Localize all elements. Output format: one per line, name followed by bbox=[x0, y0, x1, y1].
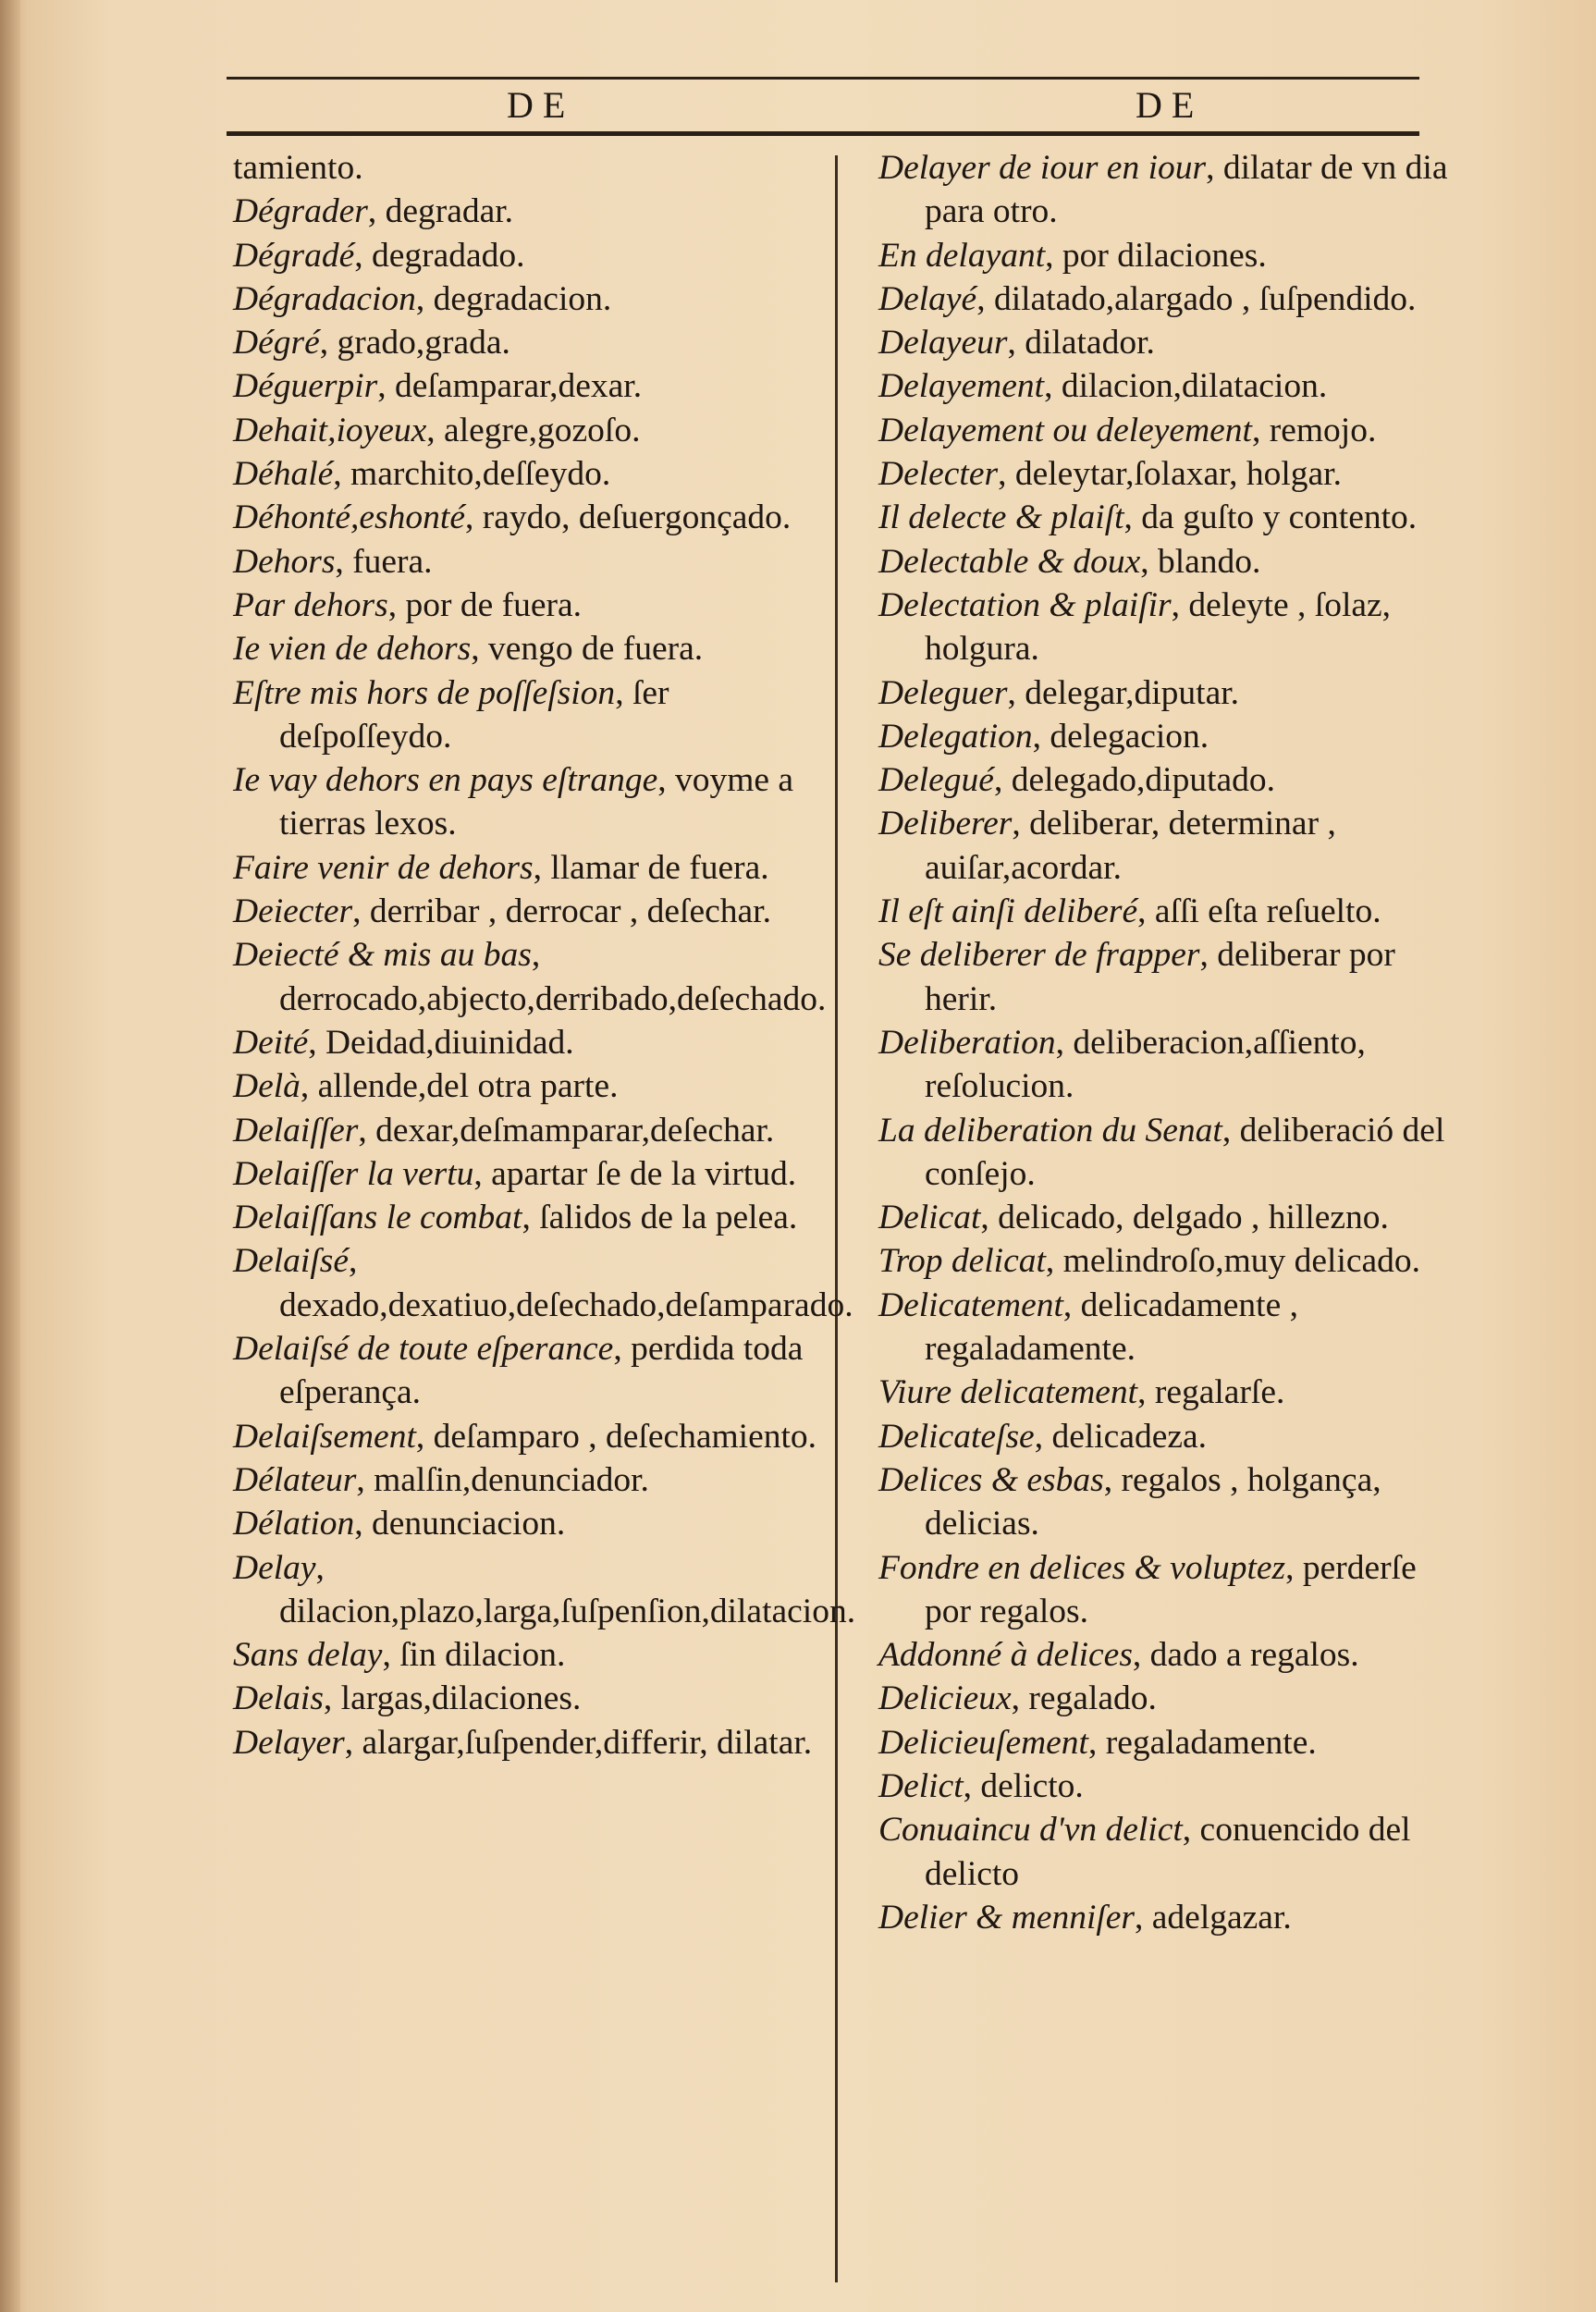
entry-gloss: , deſamparo , deſechamiento. bbox=[415, 1417, 817, 1456]
dictionary-entry bbox=[233, 1677, 825, 1720]
entry-headword: Sans delay bbox=[233, 1636, 383, 1675]
entry-headword: Delecter bbox=[878, 455, 999, 494]
entry-gloss: , alargar,ſuſpender,differir, dilatar. bbox=[344, 1723, 813, 1762]
entry-gloss: , voyme a tierras lexos. bbox=[279, 761, 794, 843]
entry-gloss: , delicado, delgado , hillezno. bbox=[980, 1199, 1389, 1237]
entry-gloss: , ſin dilacion. bbox=[382, 1636, 566, 1675]
dictionary-entry bbox=[233, 1109, 825, 1152]
dictionary-entry bbox=[233, 627, 825, 670]
entry-gloss: , dilacion,plazo,larga,ſuſpenſion,dilatacion. bbox=[279, 1548, 856, 1630]
entry-gloss: , perdida toda eſperança. bbox=[279, 1330, 804, 1412]
entry-headword: Delayement bbox=[878, 367, 1045, 406]
entry-gloss: , dilatar de vn dia para otro. bbox=[925, 149, 1448, 231]
dictionary-entry bbox=[233, 409, 825, 452]
entry-gloss: , llamar de fuera. bbox=[533, 848, 769, 887]
entry-gloss: , degradado. bbox=[354, 236, 525, 275]
entry-gloss: , fuera. bbox=[335, 542, 433, 581]
entry-headword: Delay bbox=[233, 1548, 316, 1587]
dictionary-entry bbox=[233, 146, 825, 190]
entry-headword: Il eſt ainſi deliberé bbox=[878, 892, 1138, 931]
entry-headword: Délateur bbox=[233, 1460, 357, 1499]
entry-headword: Delectation & plaiſir bbox=[878, 585, 1172, 624]
entry-gloss: , deliberar, determinar , auiſar,acordar. bbox=[925, 805, 1336, 887]
entry-headword: Delegation bbox=[878, 717, 1033, 756]
entry-headword: Déhalé bbox=[233, 455, 334, 494]
entry-gloss: , regalado. bbox=[1011, 1679, 1157, 1718]
dictionary-entry bbox=[878, 1677, 1466, 1720]
dictionary-entry bbox=[878, 1765, 1466, 1808]
entry-gloss: , dilatador. bbox=[1007, 324, 1155, 363]
dictionary-entry bbox=[878, 1808, 1466, 1896]
dictionary-entry bbox=[233, 496, 825, 539]
entry-headword: Delaiſsé de toute eſperance bbox=[233, 1330, 614, 1369]
dictionary-entry bbox=[233, 671, 825, 759]
entry-gloss: , perderſe por regalos. bbox=[925, 1548, 1417, 1630]
entry-gloss: , adelgazar. bbox=[1135, 1898, 1292, 1937]
dictionary-entry bbox=[878, 802, 1466, 890]
dictionary-entry bbox=[878, 1633, 1466, 1677]
entry-gloss: , degradacion. bbox=[415, 279, 612, 318]
entry-gloss: , deleytar,ſolaxar, holgar. bbox=[998, 455, 1342, 494]
entry-gloss: , allende,del otra parte. bbox=[300, 1067, 619, 1106]
entry-headword: Eſtre mis hors de poſſeſsion bbox=[233, 673, 616, 712]
dictionary-entry bbox=[233, 452, 825, 496]
dictionary-entry bbox=[878, 496, 1466, 539]
entry-gloss: , regaladamente. bbox=[1087, 1723, 1317, 1762]
entry-headword: La deliberation du Senat bbox=[878, 1111, 1222, 1150]
entry-gloss: , remojo. bbox=[1251, 411, 1377, 449]
entry-gloss: , grado,grada. bbox=[319, 324, 510, 363]
dictionary-entry bbox=[878, 933, 1466, 1021]
entry-gloss: , aſſi eſta reſuelto. bbox=[1137, 892, 1381, 931]
entry-gloss: , delegacion. bbox=[1032, 717, 1209, 756]
dictionary-entry bbox=[878, 1458, 1466, 1546]
dictionary-entry bbox=[233, 321, 825, 364]
entry-headword: Delicateſse bbox=[878, 1417, 1035, 1456]
entry-headword: Delaiſſer bbox=[233, 1111, 359, 1150]
dictionary-entry bbox=[233, 933, 825, 1021]
entry-headword: Faire venir de dehors bbox=[233, 848, 534, 887]
entry-gloss: , delicadeza. bbox=[1034, 1417, 1208, 1456]
dictionary-entry bbox=[233, 1415, 825, 1458]
dictionary-entry bbox=[878, 321, 1466, 364]
entry-headword: Dégradé bbox=[233, 236, 355, 275]
entry-gloss: , dilacion,dilatacion. bbox=[1044, 367, 1328, 406]
entry-gloss: , por de fuera. bbox=[387, 585, 582, 624]
entry-gloss: , derrocado,abjecto,derribado,deſechado. bbox=[279, 936, 827, 1018]
dictionary-entry bbox=[878, 277, 1466, 321]
entry-headword: Addonné à delices bbox=[878, 1636, 1133, 1675]
dictionary-entry bbox=[233, 364, 825, 408]
entry-gloss: , delegado,diputado. bbox=[993, 761, 1276, 800]
header-rule-bottom bbox=[227, 131, 1419, 136]
entry-headword: Delices & esbas bbox=[878, 1460, 1104, 1499]
dictionary-entry bbox=[878, 715, 1466, 758]
entry-gloss: , conuencido del delicto bbox=[925, 1811, 1411, 1893]
entry-gloss: , deliberar por herir. bbox=[925, 936, 1395, 1018]
dictionary-entry bbox=[233, 1152, 825, 1196]
entry-gloss: , deliberació del conſejo. bbox=[925, 1111, 1445, 1193]
dictionary-entry bbox=[233, 1327, 825, 1415]
entry-headword: Delicatement bbox=[878, 1285, 1063, 1324]
entry-gloss: , blando. bbox=[1140, 542, 1261, 581]
entry-gloss: , ſer deſpoſſeydo. bbox=[279, 673, 669, 756]
entry-gloss: , deliberacion,aſſiento, reſolucion. bbox=[925, 1023, 1366, 1106]
dictionary-entry bbox=[233, 1458, 825, 1502]
dictionary-entry bbox=[878, 364, 1466, 408]
dictionary-entry bbox=[878, 1721, 1466, 1765]
entry-headword: Delayement ou deleyement bbox=[878, 411, 1252, 449]
entry-gloss: , apartar ſe de la virtud. bbox=[473, 1154, 797, 1193]
entry-headword: Delaiſsement bbox=[233, 1417, 416, 1456]
running-header-left: DE bbox=[507, 84, 575, 126]
entry-headword: Delà bbox=[233, 1067, 301, 1106]
entry-headword: Delegué bbox=[878, 761, 994, 800]
dictionary-entry bbox=[878, 671, 1466, 715]
entry-headword: Ie vien de dehors bbox=[233, 630, 472, 669]
entry-headword: Delayeur bbox=[878, 324, 1008, 363]
entry-gloss: , regalos , holgança, delicias. bbox=[925, 1460, 1381, 1543]
entry-headword: Delaiſſer la vertu bbox=[233, 1154, 474, 1193]
dictionary-entry bbox=[878, 146, 1466, 234]
dictionary-entry bbox=[233, 1721, 825, 1765]
entry-headword: Délation bbox=[233, 1505, 355, 1543]
dictionary-entry bbox=[233, 277, 825, 321]
entry-headword: Delict bbox=[878, 1766, 964, 1805]
dictionary-entry bbox=[878, 452, 1466, 496]
dictionary-entry bbox=[233, 1502, 825, 1545]
dictionary-entry bbox=[233, 1196, 825, 1239]
entry-gloss: , denunciacion. bbox=[354, 1505, 566, 1543]
entry-headword: Fondre en delices & voluptez bbox=[878, 1548, 1286, 1587]
entry-headword: Ie vay dehors en pays eſtrange bbox=[233, 761, 658, 800]
dictionary-entry bbox=[233, 1546, 856, 1634]
entry-headword: Deité bbox=[233, 1023, 309, 1062]
header-rule-top bbox=[227, 77, 1419, 80]
entry-headword: Viure delicatement bbox=[878, 1373, 1138, 1412]
entry-gloss: , delicto. bbox=[963, 1766, 1084, 1805]
entry-headword: En delayant bbox=[878, 236, 1046, 275]
entry-headword: Dégré bbox=[233, 324, 320, 363]
entry-gloss: , dado a regalos. bbox=[1132, 1636, 1359, 1675]
dictionary-entry bbox=[233, 234, 825, 277]
entry-gloss: , delegar,diputar. bbox=[1007, 673, 1240, 712]
entry-headword: Delais bbox=[233, 1679, 324, 1718]
dictionary-entry bbox=[878, 1415, 1466, 1458]
running-header-right: DE bbox=[1136, 84, 1204, 126]
entry-gloss: , melindroſo,muy delicado. bbox=[1045, 1242, 1421, 1281]
entry-gloss: , vengo de fuera. bbox=[471, 630, 704, 669]
entry-headword: Delayé bbox=[878, 279, 977, 318]
entry-headword: Dehait,ioyeux bbox=[233, 411, 427, 449]
entry-gloss: , deſamparar,dexar. bbox=[377, 367, 643, 406]
dictionary-entry bbox=[233, 540, 825, 584]
dictionary-entry bbox=[233, 890, 825, 933]
dictionary-entry bbox=[233, 1239, 853, 1327]
dictionary-entry bbox=[878, 758, 1466, 802]
dictionary-entry bbox=[878, 1021, 1466, 1109]
entry-headword: Il delecte & plaiſt bbox=[878, 498, 1124, 537]
dictionary-entry bbox=[878, 584, 1466, 671]
entry-gloss: , delicadamente , regaladamente. bbox=[925, 1285, 1298, 1369]
dictionary-entry bbox=[878, 540, 1466, 584]
entry-headword: Dégrader bbox=[233, 192, 368, 231]
entry-gloss: , ſalidos de la pelea. bbox=[522, 1199, 798, 1237]
entry-gloss: , derribar , derrocar , deſechar. bbox=[352, 892, 771, 931]
dictionary-entry bbox=[233, 584, 825, 627]
dictionary-entry bbox=[878, 409, 1466, 452]
dictionary-entry bbox=[233, 846, 825, 890]
dictionary-entry bbox=[233, 758, 825, 846]
dictionary-entry bbox=[878, 1239, 1466, 1283]
entry-headword: Delicieux bbox=[878, 1679, 1012, 1718]
binding-edge bbox=[0, 0, 20, 2312]
entry-headword: Delectable & doux bbox=[878, 542, 1141, 581]
dictionary-entry bbox=[233, 1064, 825, 1108]
entry-gloss: , regalarſe. bbox=[1137, 1373, 1285, 1412]
entry-gloss: , da guſto y contento. bbox=[1123, 498, 1418, 537]
entry-gloss: , malſin,denunciador. bbox=[356, 1460, 649, 1499]
entry-headword: Deleguer bbox=[878, 673, 1008, 712]
entry-headword: Delicieuſement bbox=[878, 1723, 1088, 1762]
entry-headword: Déhonté,eshonté bbox=[233, 498, 465, 537]
entry-headword: Delicat bbox=[878, 1199, 981, 1237]
dictionary-entry bbox=[878, 1896, 1466, 1939]
right-column bbox=[878, 146, 1466, 1939]
dictionary-entry bbox=[233, 190, 825, 233]
entry-gloss: , dexar,deſmamparar,deſechar. bbox=[358, 1111, 775, 1150]
dictionary-entry bbox=[878, 1371, 1466, 1414]
entry-gloss: , largas,dilaciones. bbox=[323, 1679, 582, 1718]
entry-headword: Delaiſſans le combat bbox=[233, 1199, 522, 1237]
entry-gloss: , raydo, deſuergonçado. bbox=[464, 498, 792, 537]
entry-headword: Dégradacion bbox=[233, 279, 416, 318]
dictionary-entry bbox=[878, 1196, 1466, 1239]
entry-headword: Deiecter bbox=[233, 892, 353, 931]
dictionary-entry bbox=[878, 1546, 1466, 1634]
entry-headword: Deliberation bbox=[878, 1023, 1056, 1062]
entry-headword: Delayer de iour en iour bbox=[878, 149, 1207, 187]
entry-gloss: , degradar. bbox=[367, 192, 514, 231]
entry-gloss: , alegre,gozoſo. bbox=[426, 411, 641, 449]
dictionary-entry bbox=[878, 1284, 1466, 1371]
entry-headword: Dehors bbox=[233, 542, 336, 581]
entry-gloss: , dilatado,alargado , ſuſpendido. bbox=[976, 279, 1417, 318]
entry-headword: Déguerpir bbox=[233, 367, 378, 406]
column-divider bbox=[835, 155, 838, 2282]
entry-headword: Se deliberer de frapper bbox=[878, 936, 1200, 975]
dictionary-entry bbox=[878, 1109, 1466, 1197]
entry-gloss: , Deidad,diuinidad. bbox=[308, 1023, 574, 1062]
entry-headword: Trop delicat bbox=[878, 1242, 1046, 1281]
dictionary-entry bbox=[233, 1633, 825, 1677]
entry-gloss: tamiento. bbox=[233, 149, 363, 187]
left-column bbox=[233, 146, 856, 1765]
entry-headword: Deliberer bbox=[878, 805, 1013, 843]
dictionary-entry bbox=[878, 890, 1466, 933]
entry-gloss: , dexado,dexatiuo,deſechado,deſamparado. bbox=[279, 1242, 853, 1324]
dictionary-entry bbox=[233, 1021, 825, 1064]
entry-headword: Deiecté & mis au bas bbox=[233, 936, 532, 975]
entry-headword: Delayer bbox=[233, 1723, 345, 1762]
entry-headword: Conuaincu d'vn delict bbox=[878, 1811, 1183, 1850]
entry-headword: Delier & menniſer bbox=[878, 1898, 1136, 1937]
entry-headword: Par dehors bbox=[233, 585, 388, 624]
entry-gloss: , marchito,deſſeydo. bbox=[333, 455, 611, 494]
entry-gloss: , por dilaciones. bbox=[1045, 236, 1267, 275]
entry-headword: Delaiſsé bbox=[233, 1242, 349, 1281]
dictionary-entry bbox=[878, 234, 1466, 277]
entry-gloss: , deleyte , ſolaz, holgura. bbox=[925, 585, 1392, 669]
